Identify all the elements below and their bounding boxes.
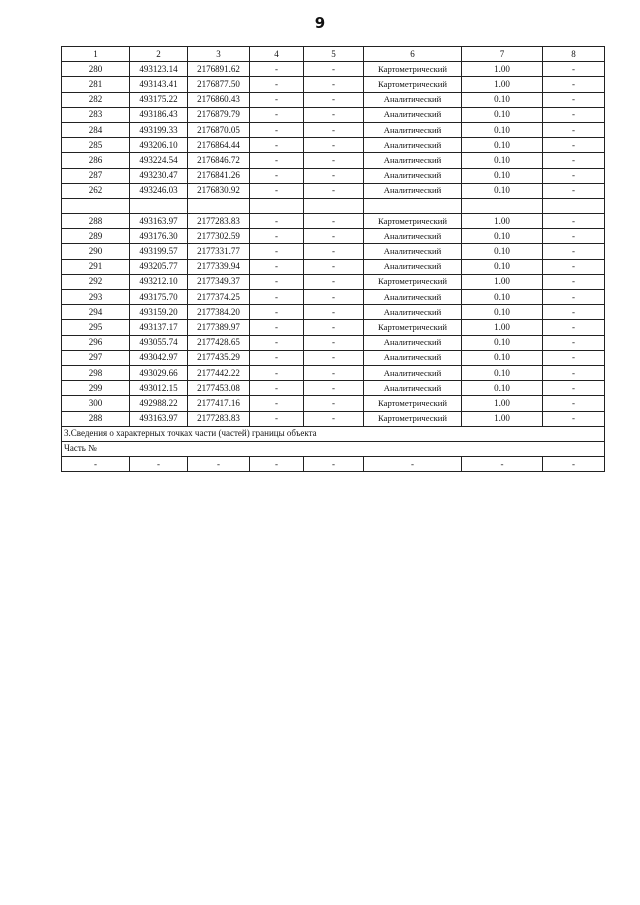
- table-cell: Аналитический: [364, 229, 462, 244]
- table-row: [62, 214, 605, 229]
- table-cell: 2177283.83: [188, 214, 250, 229]
- table-cell: -: [250, 214, 304, 229]
- table-cell: 280: [62, 62, 130, 77]
- table-row: [62, 138, 605, 153]
- table-cell: -: [543, 290, 605, 305]
- table-cell: -: [188, 457, 250, 472]
- table-cell: -: [543, 92, 605, 107]
- table-row: [62, 365, 605, 380]
- column-header: 2: [130, 47, 188, 62]
- part-data-row: [62, 457, 605, 472]
- table-cell: 291: [62, 259, 130, 274]
- table-cell: 493012.15: [130, 381, 188, 396]
- table-cell: -: [543, 183, 605, 198]
- table-cell: -: [304, 457, 364, 472]
- column-header: 3: [188, 47, 250, 62]
- table-header-row: [62, 47, 605, 62]
- table-cell: -: [543, 305, 605, 320]
- table-cell: -: [304, 168, 364, 183]
- table-cell: 0.10: [462, 244, 543, 259]
- table-row: [62, 92, 605, 107]
- table-cell: -: [543, 335, 605, 350]
- table-cell: -: [304, 381, 364, 396]
- table-cell: 294: [62, 305, 130, 320]
- table-cell: 1.00: [462, 214, 543, 229]
- table-cell: -: [250, 122, 304, 137]
- table-row: [62, 396, 605, 411]
- table-cell: 287: [62, 168, 130, 183]
- table-cell: 288: [62, 214, 130, 229]
- table-row: [62, 198, 605, 213]
- table-cell: -: [304, 320, 364, 335]
- table-cell: Аналитический: [364, 350, 462, 365]
- table-cell: -: [364, 457, 462, 472]
- table-cell: Аналитический: [364, 122, 462, 137]
- table-cell: -: [250, 77, 304, 92]
- table-cell: 297: [62, 350, 130, 365]
- table-cell: 493206.10: [130, 138, 188, 153]
- table-cell: 1.00: [462, 62, 543, 77]
- table-cell: -: [250, 350, 304, 365]
- table-cell: 293: [62, 290, 130, 305]
- table-cell: 493186.43: [130, 107, 188, 122]
- table-cell: Картометрический: [364, 320, 462, 335]
- table-cell: -: [304, 122, 364, 137]
- table-cell: 2177435.29: [188, 350, 250, 365]
- table-cell: 493123.14: [130, 62, 188, 77]
- table-cell: 0.10: [462, 381, 543, 396]
- table-cell: Аналитический: [364, 183, 462, 198]
- table-cell: 493212.10: [130, 274, 188, 289]
- table-cell: Аналитический: [364, 244, 462, 259]
- table-cell: -: [304, 259, 364, 274]
- table-cell: -: [304, 229, 364, 244]
- table-cell: Аналитический: [364, 259, 462, 274]
- table-cell: -: [250, 274, 304, 289]
- table-cell: 0.10: [462, 350, 543, 365]
- table-cell: 493230.47: [130, 168, 188, 183]
- table-cell: -: [62, 457, 130, 472]
- table-cell: Аналитический: [364, 138, 462, 153]
- table-cell: 2177349.37: [188, 274, 250, 289]
- table-row: [62, 381, 605, 396]
- table-cell: -: [543, 396, 605, 411]
- table-cell: -: [543, 381, 605, 396]
- table-cell: [462, 198, 543, 213]
- table-cell: -: [304, 396, 364, 411]
- coordinates-table: [61, 46, 605, 472]
- table-row: [62, 259, 605, 274]
- table-cell: 298: [62, 365, 130, 380]
- table-cell: 2177453.08: [188, 381, 250, 396]
- table-cell: 493199.57: [130, 244, 188, 259]
- table-cell: 493176.30: [130, 229, 188, 244]
- table-cell: 493029.66: [130, 365, 188, 380]
- table-row: [62, 77, 605, 92]
- table-cell: -: [543, 62, 605, 77]
- table-cell: 283: [62, 107, 130, 122]
- table-cell: 493246.03: [130, 183, 188, 198]
- table-cell: [62, 198, 130, 213]
- table-row: [62, 183, 605, 198]
- column-header: 8: [543, 47, 605, 62]
- table-row: [62, 153, 605, 168]
- table-cell: 2177374.25: [188, 290, 250, 305]
- table-cell: Картометрический: [364, 214, 462, 229]
- table-cell: 492988.22: [130, 396, 188, 411]
- table-cell: -: [543, 411, 605, 426]
- table-cell: 262: [62, 183, 130, 198]
- table-cell: 0.10: [462, 122, 543, 137]
- table-cell: -: [130, 457, 188, 472]
- part-label-row: [62, 441, 605, 456]
- table-cell: 2177302.59: [188, 229, 250, 244]
- table-cell: -: [462, 457, 543, 472]
- table-row: [62, 320, 605, 335]
- table-cell: 292: [62, 274, 130, 289]
- table-cell: 2176841.26: [188, 168, 250, 183]
- table-cell: 0.10: [462, 183, 543, 198]
- table-cell: 493159.20: [130, 305, 188, 320]
- table-cell: 493205.77: [130, 259, 188, 274]
- table-cell: -: [304, 138, 364, 153]
- table-cell: -: [543, 138, 605, 153]
- table-cell: [304, 198, 364, 213]
- table-cell: 2177283.83: [188, 411, 250, 426]
- table-cell: 2176830.92: [188, 183, 250, 198]
- table-cell: 290: [62, 244, 130, 259]
- table-row: [62, 411, 605, 426]
- table-cell: -: [304, 350, 364, 365]
- table-cell: -: [543, 107, 605, 122]
- table-cell: -: [304, 365, 364, 380]
- table-cell: [543, 198, 605, 213]
- table-cell: [188, 198, 250, 213]
- table-cell: 2176891.62: [188, 62, 250, 77]
- table-cell: 493199.33: [130, 122, 188, 137]
- table-body: [62, 62, 605, 427]
- table-cell: -: [250, 411, 304, 426]
- table-cell: -: [543, 214, 605, 229]
- table-cell: -: [304, 62, 364, 77]
- table-cell: Картометрический: [364, 396, 462, 411]
- table-cell: -: [304, 92, 364, 107]
- page-number: 9: [314, 14, 326, 32]
- table-cell: [250, 198, 304, 213]
- table-cell: -: [543, 320, 605, 335]
- table-cell: 2177331.77: [188, 244, 250, 259]
- table-cell: 2177442.22: [188, 365, 250, 380]
- table-cell: 2176846.72: [188, 153, 250, 168]
- table-cell: -: [250, 259, 304, 274]
- table-cell: 2177389.97: [188, 320, 250, 335]
- table-cell: 493175.70: [130, 290, 188, 305]
- table-cell: -: [543, 168, 605, 183]
- table-row: [62, 107, 605, 122]
- table-cell: 295: [62, 320, 130, 335]
- table-cell: 2177417.16: [188, 396, 250, 411]
- table-cell: 2176864.44: [188, 138, 250, 153]
- table-cell: Картометрический: [364, 411, 462, 426]
- table-cell: -: [250, 365, 304, 380]
- table-cell: -: [250, 153, 304, 168]
- table-cell: -: [250, 183, 304, 198]
- table-cell: -: [250, 457, 304, 472]
- table-cell: 2177384.20: [188, 305, 250, 320]
- table-cell: 2176877.50: [188, 77, 250, 92]
- table-cell: -: [250, 138, 304, 153]
- table-cell: -: [250, 335, 304, 350]
- table-cell: 0.10: [462, 138, 543, 153]
- table-cell: 1.00: [462, 77, 543, 92]
- table-cell: -: [543, 365, 605, 380]
- table-cell: 493163.97: [130, 411, 188, 426]
- table-cell: 0.10: [462, 153, 543, 168]
- table-cell: 2176879.79: [188, 107, 250, 122]
- table-cell: -: [250, 305, 304, 320]
- table-cell: -: [304, 335, 364, 350]
- column-header: 5: [304, 47, 364, 62]
- table-row: [62, 335, 605, 350]
- table-cell: -: [304, 214, 364, 229]
- table-cell: -: [304, 274, 364, 289]
- table-row: [62, 305, 605, 320]
- table-cell: 284: [62, 122, 130, 137]
- table-cell: -: [543, 350, 605, 365]
- table-cell: Аналитический: [364, 168, 462, 183]
- table-cell: 299: [62, 381, 130, 396]
- table-cell: 0.10: [462, 290, 543, 305]
- table-cell: Картометрический: [364, 274, 462, 289]
- table-row: [62, 62, 605, 77]
- table-cell: -: [543, 153, 605, 168]
- table-cell: 0.10: [462, 168, 543, 183]
- table-cell: 493224.54: [130, 153, 188, 168]
- table-cell: -: [304, 107, 364, 122]
- table-cell: -: [250, 290, 304, 305]
- table-cell: 0.10: [462, 92, 543, 107]
- table-cell: 296: [62, 335, 130, 350]
- table-row: [62, 350, 605, 365]
- table-cell: 1.00: [462, 411, 543, 426]
- table-cell: Аналитический: [364, 92, 462, 107]
- table-cell: 0.10: [462, 365, 543, 380]
- table-cell: -: [250, 244, 304, 259]
- table-cell: 0.10: [462, 305, 543, 320]
- table-cell: 493143.41: [130, 77, 188, 92]
- table-cell: [130, 198, 188, 213]
- table-cell: Аналитический: [364, 335, 462, 350]
- table-cell: -: [250, 381, 304, 396]
- table-cell: 285: [62, 138, 130, 153]
- table-cell: -: [543, 274, 605, 289]
- table-cell: 2177339.94: [188, 259, 250, 274]
- table-cell: Аналитический: [364, 305, 462, 320]
- table-row: [62, 122, 605, 137]
- table-cell: -: [250, 396, 304, 411]
- table-cell: -: [250, 229, 304, 244]
- table-row: [62, 274, 605, 289]
- table-cell: 1.00: [462, 396, 543, 411]
- table-cell: 2176860.43: [188, 92, 250, 107]
- column-header: 6: [364, 47, 462, 62]
- table-cell: 2176870.05: [188, 122, 250, 137]
- table-cell: 300: [62, 396, 130, 411]
- table-cell: 493042.97: [130, 350, 188, 365]
- table-cell: 0.10: [462, 229, 543, 244]
- table-cell: Аналитический: [364, 365, 462, 380]
- table-cell: 282: [62, 92, 130, 107]
- table-cell: -: [543, 229, 605, 244]
- column-header: 1: [62, 47, 130, 62]
- table-cell: Картометрический: [364, 62, 462, 77]
- table-cell: -: [250, 320, 304, 335]
- section-title-row: [62, 426, 605, 441]
- table-cell: Аналитический: [364, 290, 462, 305]
- table-cell: -: [304, 411, 364, 426]
- table-cell: 493163.97: [130, 214, 188, 229]
- table-cell: 0.10: [462, 259, 543, 274]
- table-cell: Аналитический: [364, 153, 462, 168]
- column-header: 7: [462, 47, 543, 62]
- table-cell: -: [304, 305, 364, 320]
- table-cell: 493137.17: [130, 320, 188, 335]
- table-cell: 286: [62, 153, 130, 168]
- table-row: [62, 290, 605, 305]
- part-label: Часть №: [62, 441, 605, 456]
- section-title: 3.Сведения о характерных точках части (частей) границы объекта: [62, 426, 605, 441]
- table-cell: Аналитический: [364, 107, 462, 122]
- table-cell: Картометрический: [364, 77, 462, 92]
- table-cell: -: [304, 183, 364, 198]
- table-cell: 288: [62, 411, 130, 426]
- table-cell: 0.10: [462, 107, 543, 122]
- table-cell: -: [304, 153, 364, 168]
- table-cell: -: [304, 244, 364, 259]
- table-cell: -: [543, 457, 605, 472]
- table-cell: -: [543, 77, 605, 92]
- table-row: [62, 244, 605, 259]
- table-cell: -: [250, 107, 304, 122]
- table-cell: 289: [62, 229, 130, 244]
- table-cell: 0.10: [462, 335, 543, 350]
- table-cell: 493055.74: [130, 335, 188, 350]
- table-cell: [364, 198, 462, 213]
- table-cell: Аналитический: [364, 381, 462, 396]
- table-cell: -: [304, 290, 364, 305]
- table-cell: 1.00: [462, 320, 543, 335]
- table-cell: -: [250, 62, 304, 77]
- table-cell: -: [250, 168, 304, 183]
- table-cell: 493175.22: [130, 92, 188, 107]
- table-row: [62, 168, 605, 183]
- table-cell: -: [304, 77, 364, 92]
- table-cell: 2177428.65: [188, 335, 250, 350]
- table-row: [62, 229, 605, 244]
- table-cell: -: [543, 244, 605, 259]
- table-cell: -: [250, 92, 304, 107]
- table-cell: 281: [62, 77, 130, 92]
- column-header: 4: [250, 47, 304, 62]
- table-cell: -: [543, 259, 605, 274]
- table-cell: 1.00: [462, 274, 543, 289]
- table-cell: -: [543, 122, 605, 137]
